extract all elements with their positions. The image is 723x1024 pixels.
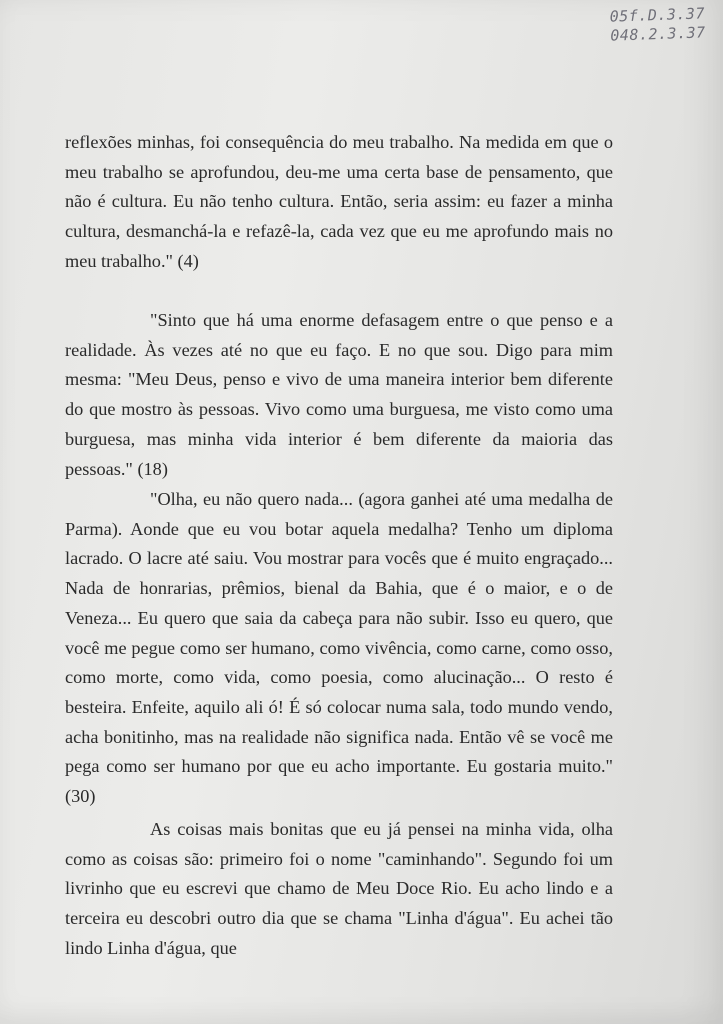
archive-code-line-2: 048.2.3.37 (609, 23, 706, 45)
paragraph-text: reflexões minhas, foi consequência do meu trabalho. Na medida em que o meu trabalho se aprofundou, deu-me uma certa base de pensamento, que não é cultura. Eu não tenho cultura. Então, seria assim: eu fazer a minha cultura, desmanchá-la e refazê-la, cada vez que eu me aprofundo mais no meu trabalho." (4) (65, 132, 613, 271)
paragraph-continuation (65, 128, 613, 277)
quote-paragraph-defasagem (65, 306, 613, 484)
handwritten-archive-code (609, 4, 706, 45)
paragraph-text: "Sinto que há uma enorme defasagem entre o que penso e a realidade. Às vezes até no que eu faço. E no que sou. Digo para mim mesma: "Meu Deus, penso e vivo de uma maneira interior bem diferente do que mostro às pessoas. Vivo como uma burguesa, me visto como uma burguesa, mas minha vida interior é bem diferente da maioria das pessoas." (18) (65, 310, 613, 479)
archive-code-line-1: 05f.D.3.37 (609, 4, 705, 26)
quote-paragraph-medalha (65, 485, 613, 812)
paragraph-text: "Olha, eu não quero nada... (agora ganhei até uma medalha de Parma). Aonde que eu vou botar aquela medalha? Tenho um diploma lacrado. O lacre até saiu. Vou mostrar para vocês que é muito engraçado... Nada de honrarias, prêmios, bienal da Bahia, que é o maior, e o de Veneza... Eu quero que saia da cabeça para não subir. Isso eu quero, que você me pegue como ser humano, como vivência, como carne, como osso, como morte, como vida, como poesia, como alucinação... O resto é besteira. Enfeite, aquilo ali ó! É só colocar numa sala, todo mundo vendo, acha bonitinho, mas na realidade não significa nada. Então vê se você me pega como ser humano por que eu acho importante. Eu gostaria muito." (30) (65, 489, 613, 807)
paragraph-coisas-bonitas (65, 815, 613, 964)
paragraph-text: As coisas mais bonitas que eu já pensei na minha vida, olha como as coisas são: primeiro foi o nome "caminhando". Segundo foi um livrinho que eu escrevi que chamo de Meu Doce Rio. Eu acho lindo e a terceira eu descobri outro dia que se chama "Linha d'água". Eu achei tão lindo Linha d'água, que (65, 819, 613, 958)
